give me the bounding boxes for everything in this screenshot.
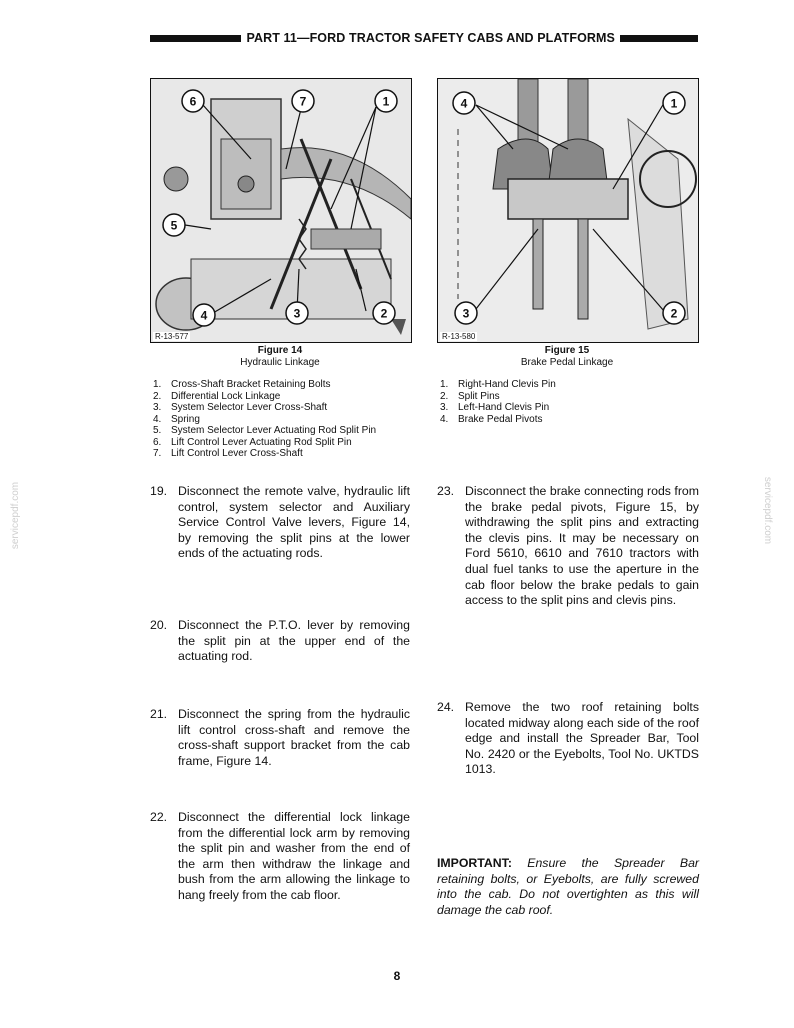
step-number: 24. xyxy=(437,700,455,714)
watermark-right: servicepdf.com xyxy=(762,476,774,545)
step-22 xyxy=(150,810,410,904)
page-number: 8 xyxy=(393,969,401,983)
step-number: 23. xyxy=(437,484,455,498)
svg-text:2: 2 xyxy=(670,306,678,321)
legend-item: 4. Brake Pedal Pivots xyxy=(440,413,543,425)
svg-text:5: 5 xyxy=(170,218,178,233)
svg-text:6: 6 xyxy=(189,94,197,109)
step-text: Disconnect the differential lock linkage from the differential lock arm by removing the split pin and washer from the end of the arm then withdraw the linkage and bush from the arm allowing the linkage to hang freely from the cab floor. xyxy=(178,810,410,902)
step-number: 19. xyxy=(150,484,168,498)
important-text: Ensure the Spreader Bar retaining bolts, or Eyebolts, are fully screwed into the cab. Do not overtighten as this will damage the cab roof. xyxy=(437,856,699,917)
figure-14-number: Figure 14 xyxy=(257,345,303,356)
svg-text:2: 2 xyxy=(380,306,388,321)
legend-item: 1. Right-Hand Clevis Pin xyxy=(440,379,556,390)
legend-item: 6. Lift Control Lever Actuating Rod Split Pin xyxy=(153,436,352,448)
header-title: PART 11—FORD TRACTOR SAFETY CABS AND PLATFORMS xyxy=(246,31,615,45)
step-19 xyxy=(150,484,410,562)
figure-14-callout-4 xyxy=(193,304,215,326)
header-rule-left xyxy=(150,35,241,42)
legend-item: 3. System Selector Lever Cross-Shaft xyxy=(153,402,328,413)
figure-15-title: Brake Pedal Linkage xyxy=(520,357,614,368)
figure-14-callout-3 xyxy=(286,302,308,324)
figure-15-number: Figure 15 xyxy=(544,345,590,356)
step-number: 22. xyxy=(150,810,168,824)
legend-item: 2. Differential Lock Linkage xyxy=(153,390,281,402)
figure-15-legend xyxy=(440,379,690,425)
legend-item: 2. Split Pins xyxy=(440,390,500,402)
figure-15-callout-2 xyxy=(663,302,685,324)
svg-text:4: 4 xyxy=(200,308,208,323)
figure-15-callout-4 xyxy=(453,92,475,114)
figure-14-callout-1 xyxy=(375,90,397,112)
legend-item: 4. Spring xyxy=(153,413,200,425)
figure-14-callout-2 xyxy=(373,302,395,324)
figure-14-image xyxy=(150,78,412,343)
figure-15-callout-3 xyxy=(455,302,477,324)
svg-text:1: 1 xyxy=(670,96,678,111)
figure-14-callout-7 xyxy=(292,90,314,112)
figure-14-callout-6 xyxy=(182,90,204,112)
step-text: Disconnect the spring from the hydraulic lift control cross-shaft and remove the cross-shaft support bracket from the cab frame, Figure 14. xyxy=(178,707,410,768)
step-20 xyxy=(150,618,410,665)
figure-14-title: Hydraulic Linkage xyxy=(240,357,320,368)
figure-14-caption xyxy=(150,345,410,369)
important-note: IMPORTANT: Ensure the Spreader Bar retaining bolts, or Eyebolts, are fully screwed into the cab. Do not overtighten as this will damage the cab roof. xyxy=(437,856,699,917)
step-text: Disconnect the brake connecting rods from the brake pedal pivots, Figure 15, by withdrawing the split pins and extracting the clevis pins. It may be necessary on Ford 5610, 6610 and 7610 tractors with dual fuel tanks to use the aperture in the cab floor below the brake pedals to gain access to the split pins and clevis pins. xyxy=(465,484,699,608)
figure-14-legend xyxy=(153,379,423,460)
step-number: 20. xyxy=(150,618,168,632)
step-text: Remove the two roof retaining bolts located midway along each side of the roof edge and install the Spreader Bar, Tool No. 2420 or the Eyebolts, Tool No. UKTDS 1013. xyxy=(465,700,699,777)
header-rule-right xyxy=(620,35,698,42)
figure-15-caption xyxy=(437,345,697,369)
svg-text:1: 1 xyxy=(382,94,390,109)
important-label: IMPORTANT xyxy=(437,856,508,870)
figure-15-ref-code: R-13-580 xyxy=(442,332,476,341)
step-21 xyxy=(150,707,410,769)
legend-item: 1. Cross-Shaft Bracket Retaining Bolts xyxy=(153,379,331,390)
step-23 xyxy=(437,484,699,609)
page-header xyxy=(150,27,698,49)
figure-14-illustration xyxy=(151,79,411,342)
figure-15-callout-1 xyxy=(663,92,685,114)
legend-item: 7. Lift Control Lever Cross-Shaft xyxy=(153,448,303,459)
svg-text:3: 3 xyxy=(293,306,301,321)
figure-15-image xyxy=(437,78,699,343)
legend-item: 3. Left-Hand Clevis Pin xyxy=(440,402,550,413)
svg-text:7: 7 xyxy=(299,94,307,109)
figure-15-illustration xyxy=(438,79,698,342)
step-number: 21. xyxy=(150,707,168,721)
step-24 xyxy=(437,700,699,778)
step-text: Disconnect the remote valve, hydraulic lift control, system selector and Auxiliary Service Control Valve levers, Figure 14, by removing the split pins at the lower ends of the actuating rods. xyxy=(178,484,410,561)
figure-14-callout-5 xyxy=(163,214,185,236)
svg-text:3: 3 xyxy=(462,306,470,321)
figure-14-ref-code: R-13-577 xyxy=(155,332,189,341)
step-text: Disconnect the P.T.O. lever by removing the split pin at the upper end of the actuating rod. xyxy=(178,618,410,664)
svg-text:4: 4 xyxy=(460,96,468,111)
legend-item: 5. System Selector Lever Actuating Rod Split Pin xyxy=(153,425,377,436)
watermark-left: servicepdf.com xyxy=(10,481,22,550)
